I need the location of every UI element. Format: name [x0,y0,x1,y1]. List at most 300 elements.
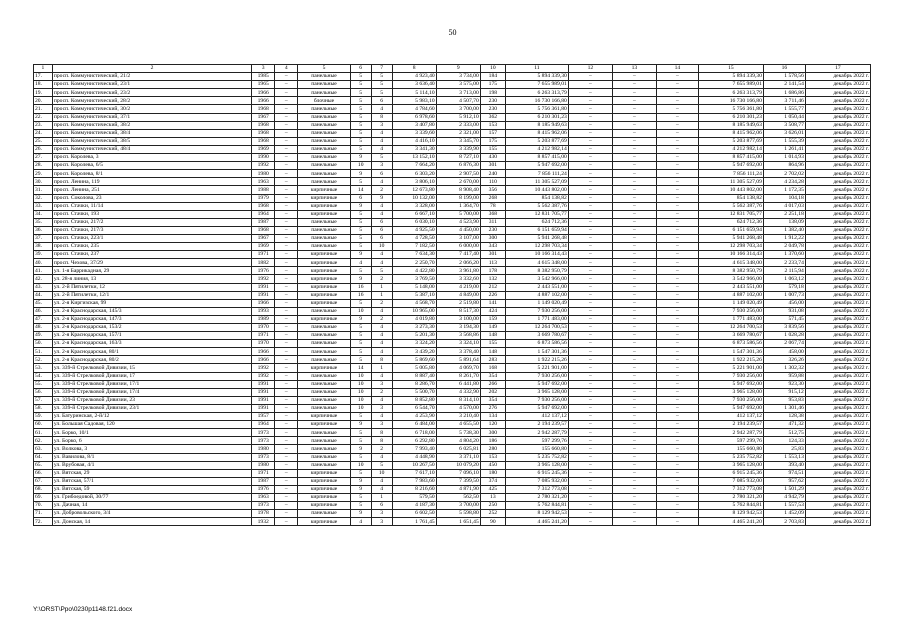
table-cell: 7 856 111,24 [505,170,568,178]
table-cell: 5 700,00 [436,210,480,218]
table-cell: – [656,243,698,251]
table-row [34,275,871,283]
table-row [34,154,871,162]
table-cell: панельные [298,81,350,89]
table-cell: 9 [350,251,371,259]
table-cell: 5 983,10 [392,97,436,105]
table-cell: 4 017,03 [763,202,805,210]
table-cell: 128,38 [763,413,805,421]
table-cell: 7 930 256,00 [505,372,568,380]
table-cell: 1 364,70 [436,202,480,210]
table-cell: – [275,226,298,234]
table-cell: 37. [34,234,53,242]
table-cell: 5 941 268,48 [505,234,568,242]
table-cell: 5 762 844,81 [505,502,568,510]
table-cell: – [656,421,698,429]
column-number-cell: 10 [480,65,505,73]
table-cell: декабрь 2022 г. [805,267,870,275]
table-cell: кирпичные [298,493,350,501]
table-cell: просп. Стачки, 237 [52,251,251,259]
table-cell: 62. [34,437,53,445]
table-cell: 1968 [252,137,275,145]
table-cell: 39. [34,251,53,259]
table-cell: панельные [298,105,350,113]
table-cell: 5 562 387,76 [505,202,568,210]
table-cell: 1966 [252,348,275,356]
table-cell: 12 298 703,34 [505,243,568,251]
table-cell: 5 947 692,00 [698,380,763,388]
table-cell: 58. [34,404,53,412]
table-cell: – [275,388,298,396]
table-cell: панельные [298,388,350,396]
table-cell: – [612,259,656,267]
table-cell: кирпичные [298,518,350,526]
table-cell: – [656,259,698,267]
table-cell: – [568,89,612,97]
table-cell: – [656,380,698,388]
table-cell: 184 [480,73,505,81]
table-cell: – [656,348,698,356]
table-cell: просп. Королева, 6/5 [52,162,251,170]
table-row [34,364,871,372]
table-cell: – [612,429,656,437]
table-cell: 624 712,36 [505,218,568,226]
table-cell: просп. Ленина, 251 [52,186,251,194]
table-cell: 1 302,32 [763,364,805,372]
table-row [34,145,871,153]
table-cell: 4 [371,485,392,493]
table-cell: 1991 [252,404,275,412]
table-cell: декабрь 2022 г. [805,372,870,380]
table-cell: просп. Королева, 3 [52,154,251,162]
table-cell: 7 312 773,08 [698,485,763,493]
table-cell: 1992 [252,364,275,372]
table-cell: 5 [350,340,371,348]
table-cell: – [612,477,656,485]
table-cell: – [275,485,298,493]
table-cell: 3 508,77 [763,121,805,129]
table-cell: – [275,218,298,226]
table-cell: 4 [371,477,392,485]
table-cell: 1988 [252,186,275,194]
table-cell: 6 263 313,79 [698,89,763,97]
table-cell: 8 [371,437,392,445]
table-cell: 1 547 301,36 [698,348,763,356]
table-cell: – [656,413,698,421]
table-cell: – [612,121,656,129]
table-cell: 6 484,00 [392,421,436,429]
table-cell: 1976 [252,267,275,275]
table-cell: 3 965 128,00 [505,461,568,469]
table-cell: – [612,404,656,412]
table-cell: 5 [350,332,371,340]
table-cell: 1992 [252,162,275,170]
table-cell: – [656,404,698,412]
table-cell: – [612,445,656,453]
table-cell: 155 [480,340,505,348]
table-cell: 6 667,10 [392,210,436,218]
table-cell: 1990 [252,154,275,162]
table-cell: – [612,105,656,113]
table-row [34,324,871,332]
table-row [34,234,871,242]
table-cell: – [612,413,656,421]
table-cell: – [656,275,698,283]
table-cell: 2 250,70 [392,259,436,267]
table-cell: декабрь 2022 г. [805,97,870,105]
table-cell: просп. Ленина, 119 [52,178,251,186]
table-cell: – [612,275,656,283]
table-cell: кирпичные [298,194,350,202]
table-cell: 4 [371,202,392,210]
table-cell: 1 050,44 [763,113,805,121]
table-cell: 4 [371,251,392,259]
table-cell: 3 273,30 [392,324,436,332]
table-cell: – [656,210,698,218]
table-cell: ул. Вятская, 29 [52,469,251,477]
table-cell: – [568,121,612,129]
table-cell: – [656,299,698,307]
table-cell: панельные [298,113,350,121]
page-number: 50 [448,28,457,37]
table-cell: декабрь 2022 г. [805,404,870,412]
table-cell: 8 852,80 [392,396,436,404]
table-cell: – [275,461,298,469]
table-cell: 157 [480,129,505,137]
table-cell: 3 700,00 [436,502,480,510]
table-cell: 1 912,22 [763,234,805,242]
table-cell: 5 114,10 [392,89,436,97]
table-cell: 5 891,64 [436,356,480,364]
table-cell: – [612,299,656,307]
table-cell: – [612,396,656,404]
table-cell: 3 407,80 [392,121,436,129]
table-cell: 5 [350,81,371,89]
table-cell: – [568,194,612,202]
column-number-cell: 8 [392,65,436,73]
table-cell: 579,18 [763,283,805,291]
table-cell: 6 151 659,94 [505,226,568,234]
table-cell: 8 908,40 [436,186,480,194]
table-cell: кирпичные [298,275,350,283]
table-cell: 6 210 301,23 [698,113,763,121]
table-cell: 4 849,00 [436,291,480,299]
table-cell: 10 267,50 [392,461,436,469]
table-cell: – [612,243,656,251]
table-cell: 579,50 [392,493,436,501]
table-cell: просп. Стачки, 223/1 [52,234,251,242]
table-cell: 6 000,00 [436,243,480,251]
table-cell: 55. [34,380,53,388]
table-cell: кирпичные [298,477,350,485]
table-cell: 9 [350,170,371,178]
table-cell: декабрь 2022 г. [805,226,870,234]
table-cell: панельные [298,380,350,388]
table-cell: – [275,291,298,299]
table-cell: панельные [298,332,350,340]
table-cell: – [568,372,612,380]
table-cell: кирпичные [298,186,350,194]
table-cell: 1968 [252,105,275,113]
table-cell: – [275,105,298,113]
table-cell: – [612,324,656,332]
table-row [34,226,871,234]
table-cell: ул. 2-я Краснодарская, 163/3 [52,340,251,348]
table-cell: 7 993,40 [392,445,436,453]
table-cell: – [656,89,698,97]
table-cell: 7 617,10 [392,469,436,477]
table-cell: 2 [371,445,392,453]
table-cell: – [568,186,612,194]
table-cell: – [568,129,612,137]
table-cell: 16 [350,283,371,291]
column-number-cell: 12 [568,65,612,73]
table-cell: 10 [371,243,392,251]
table-cell: просп. Коммунистический, 38/2 [52,121,251,129]
table-row [34,477,871,485]
table-cell: – [568,469,612,477]
table-cell: 1 686,86 [763,89,805,97]
table-cell: 3 210,40 [436,413,480,421]
table-cell: – [612,340,656,348]
table-cell: 3 568,86 [436,332,480,340]
table-cell: – [612,137,656,145]
table-row [34,170,871,178]
table-cell: – [275,477,298,485]
table-cell: 5 [371,267,392,275]
table-cell: ул. Донская, 14 [52,518,251,526]
table-cell: декабрь 2022 г. [805,210,870,218]
table-cell: декабрь 2022 г. [805,388,870,396]
table-cell: 9 [350,154,371,162]
table-cell: панельные [298,121,350,129]
table-cell: 2 780 321,20 [698,493,763,501]
table-cell: кирпичные [298,299,350,307]
table-cell: 280 [480,445,505,453]
table-cell: 5 947 692,00 [505,162,568,170]
table-cell: 4 019,80 [392,315,436,323]
table-cell: 5 [371,73,392,81]
table-cell: кирпичные [298,469,350,477]
table-row [34,493,871,501]
table-cell: – [612,380,656,388]
table-row [34,113,871,121]
table-cell: 5 [350,210,371,218]
table-cell: – [275,453,298,461]
table-cell: – [612,332,656,340]
table-cell: 1991 [252,388,275,396]
table-cell: – [568,461,612,469]
table-row [34,73,871,81]
table-cell: ул. 2-я Киргизская, 99 [52,299,251,307]
table-cell: 3 713,00 [436,89,480,97]
column-number-cell: 16 [763,65,805,73]
table-cell: 212 [480,283,505,291]
table-cell: – [568,97,612,105]
table-cell: 1992 [252,372,275,380]
table-row [34,404,871,412]
table-cell: панельные [298,226,350,234]
table-cell: 393,40 [763,461,805,469]
table-cell: – [275,493,298,501]
table-cell: 138,09 [763,218,805,226]
table-cell: 5 [350,129,371,137]
table-cell: 3 839,56 [763,324,805,332]
table-cell: – [612,518,656,526]
table-cell: 8 887,40 [392,372,436,380]
table-cell: декабрь 2022 г. [805,469,870,477]
table-cell: – [568,315,612,323]
table-cell: 3 965 128,00 [698,461,763,469]
table-cell: 141 [480,299,505,307]
table-cell: – [568,275,612,283]
table-cell: 4 615 348,00 [505,259,568,267]
table-cell: 27. [34,154,53,162]
table-cell: ул. Добровольского, 3/4 [52,510,251,518]
table-cell: – [612,510,656,518]
table-cell: 5 [350,73,371,81]
table-cell: 1976 [252,485,275,493]
table-cell: – [656,461,698,469]
table-cell: 4 465 241,20 [698,518,763,526]
table-cell: – [656,445,698,453]
table-cell: ул. 1-я Баррикадная, 29 [52,267,251,275]
table-cell: 10 [371,469,392,477]
table-cell: – [275,234,298,242]
table-cell: 1 555,39 [763,137,805,145]
table-cell: – [275,372,298,380]
table-cell: декабрь 2022 г. [805,202,870,210]
table-cell: декабрь 2022 г. [805,356,870,364]
table-cell: – [656,429,698,437]
table-cell: панельные [298,445,350,453]
table-cell: 7 930 256,00 [698,396,763,404]
table-cell: ул. 2-я Краснодарская, 80/1 [52,348,251,356]
table-cell: – [568,218,612,226]
table-cell: 202 [480,388,505,396]
table-cell: 1985 [252,73,275,81]
table-cell: 3 332,60 [436,275,480,283]
table-cell: – [656,234,698,242]
table-cell: – [656,283,698,291]
table-cell: 40. [34,259,53,267]
table-row [34,380,871,388]
table-cell: – [275,348,298,356]
table-cell: 1 452,09 [763,510,805,518]
table-cell: 45. [34,299,53,307]
table-cell: ул. 28-я линия, 13 [52,275,251,283]
table-cell: 3 965 128,00 [505,388,568,396]
table-cell: декабрь 2022 г. [805,429,870,437]
table-cell: 9 [350,275,371,283]
table-cell: – [656,364,698,372]
table-cell: 1 028,28 [763,332,805,340]
table-cell: 854 138,82 [505,194,568,202]
table-cell: – [568,493,612,501]
table-cell: 70. [34,502,53,510]
table-cell: 4 [371,332,392,340]
table-cell: – [568,421,612,429]
table-cell: 8 261,70 [436,372,480,380]
table-cell: 1957 [252,413,275,421]
table-cell: 1 771 483,00 [505,315,568,323]
table-cell: 4 728,50 [392,234,436,242]
table-cell: – [612,81,656,89]
table-cell: просп. Коммунистический, 38/5 [52,137,251,145]
table-cell: декабрь 2022 г. [805,89,870,97]
table-row [34,259,871,267]
table-cell: 6 [371,97,392,105]
table-row [34,461,871,469]
table-cell: 53. [34,364,53,372]
table-cell: 7 085 932,00 [505,477,568,485]
table-row [34,396,871,404]
table-cell: – [568,510,612,518]
table-cell: – [612,202,656,210]
table-cell: декабрь 2022 г. [805,73,870,81]
table-cell: – [275,332,298,340]
table-row [34,413,871,421]
table-cell: – [612,388,656,396]
table-cell: – [275,129,298,137]
table-cell: – [612,502,656,510]
table-cell: – [612,251,656,259]
table-cell: 7 664,20 [392,162,436,170]
table-cell: 3 339,90 [436,145,480,153]
table-cell: 4 465 241,20 [505,518,568,526]
table-cell: – [656,251,698,259]
table-cell: 180 [480,469,505,477]
table-cell: 153 [480,121,505,129]
table-cell: – [612,218,656,226]
table-cell: просп. Коммунистический, 37/1 [52,113,251,121]
table-cell: 71. [34,510,53,518]
table-cell: – [275,510,298,518]
table-cell: 6 [371,502,392,510]
table-cell: просп. Чехова, 37/29 [52,259,251,267]
table-cell: 1 651,45 [436,518,480,526]
table-cell: 35. [34,218,53,226]
table-cell: 8 [371,429,392,437]
table-cell: – [568,113,612,121]
table-cell: – [656,356,698,364]
table-cell: – [568,396,612,404]
table-cell: 5 894 339,30 [505,73,568,81]
table-cell: декабрь 2022 г. [805,380,870,388]
table-cell: 5 [350,234,371,242]
table-cell: 64. [34,453,53,461]
table-cell: 8 857 415,00 [505,154,568,162]
housing-register-table [33,64,871,526]
table-cell: – [275,324,298,332]
table-cell: кирпичные [298,267,350,275]
table-cell: – [656,510,698,518]
table-cell: 149 [480,324,505,332]
table-cell: – [656,493,698,501]
table-cell: 1967 [252,234,275,242]
column-number-cell: 5 [298,65,350,73]
table-cell: 6 [350,194,371,202]
table-cell: – [612,283,656,291]
table-cell: 32. [34,194,53,202]
table-cell: 1 014,93 [763,154,805,162]
table-cell: – [568,364,612,372]
table-cell: декабрь 2022 г. [805,178,870,186]
table-cell: просп. Коммунистический, 21/2 [52,73,251,81]
table-cell: 13 [480,493,505,501]
table-cell: панельные [298,73,350,81]
table-cell: 1968 [252,226,275,234]
